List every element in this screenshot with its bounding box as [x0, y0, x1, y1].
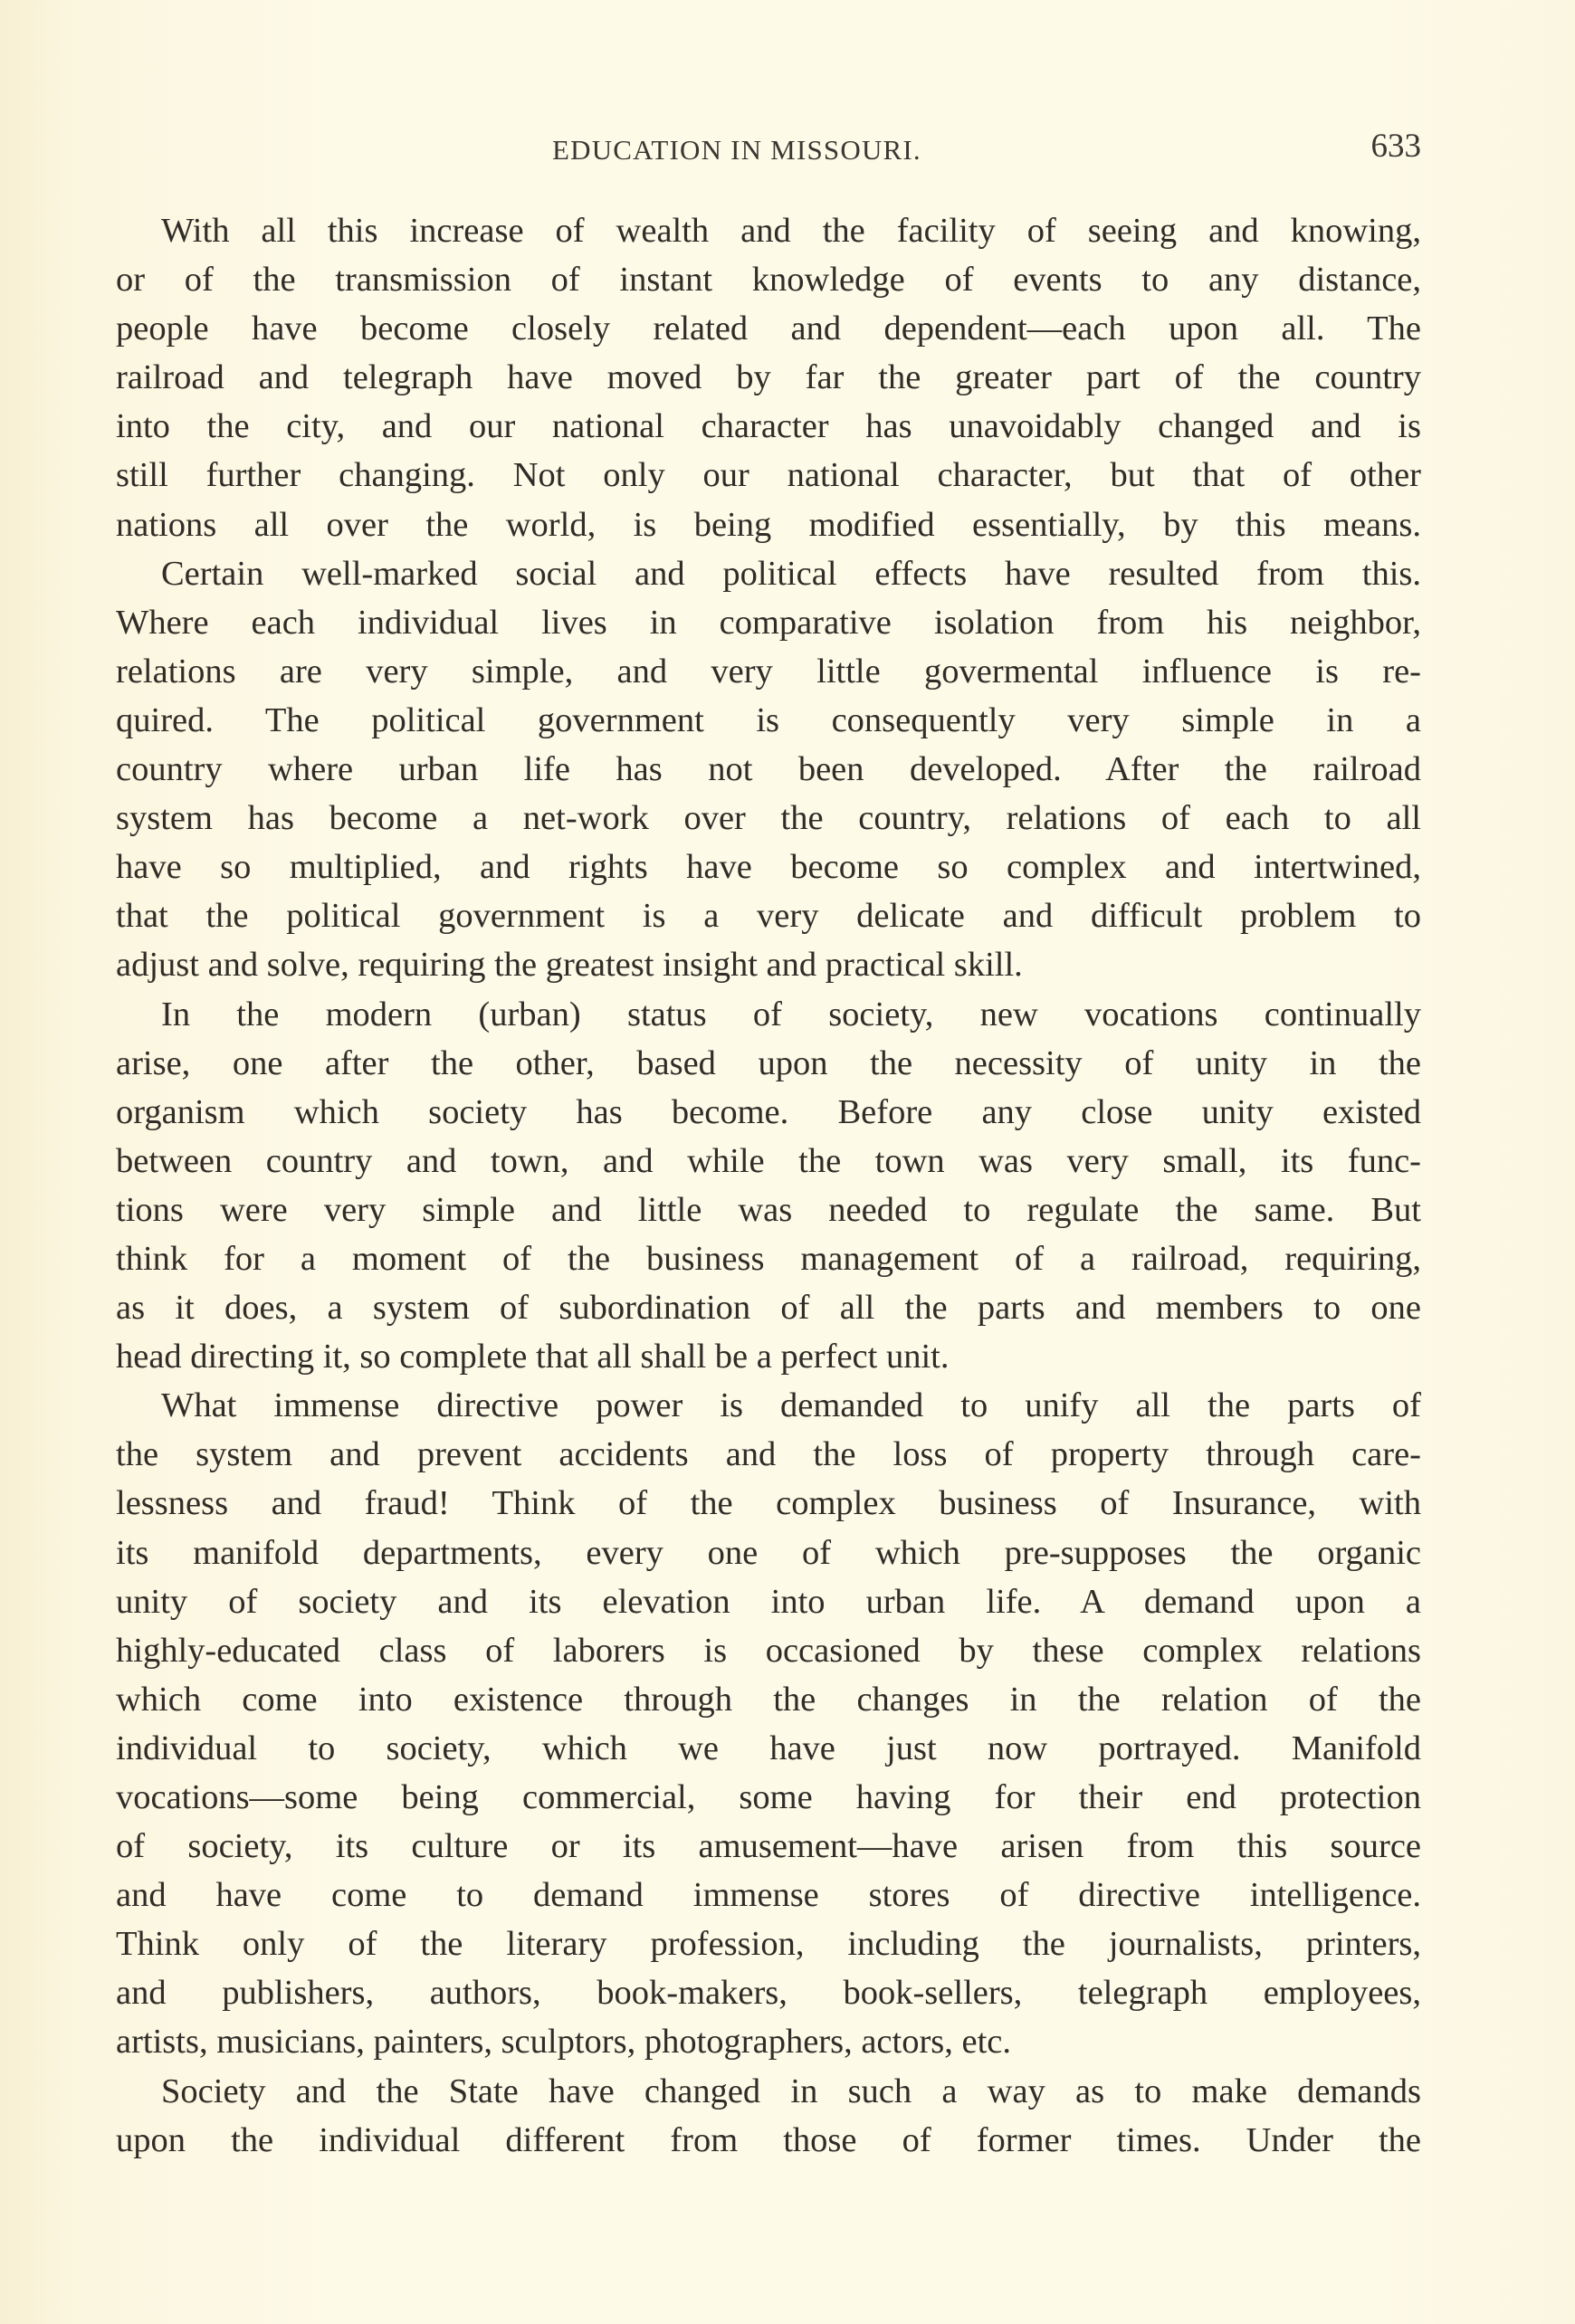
text-line: between country and town, and while the town was very small, its func-: [116, 1141, 1421, 1180]
text-line: still further changing. Not only our national character, but that of other: [116, 456, 1421, 495]
paragraph-2: [116, 549, 1421, 990]
paragraph-1: [116, 206, 1421, 549]
text-line: organism which society has become. Before any close unity existed: [116, 1092, 1421, 1131]
text-line: In the modern (urban) status of society, new vocations continually: [161, 995, 1421, 1033]
text-line: individual to society, which we have just now portrayed. Manifold: [116, 1729, 1421, 1767]
text-line: that the political government is a very delicate and difficult problem to: [116, 897, 1421, 936]
text-line: nations all over the world, is being modified essentially, by this means.: [116, 505, 1421, 544]
text-line: which come into existence through the changes in the relation of the: [116, 1680, 1421, 1719]
text-line: into the city, and our national character has unavoidably changed and is: [116, 407, 1421, 446]
text-line: unity of society and its elevation into urban life. A demand upon a: [116, 1582, 1421, 1621]
running-head: [116, 127, 1421, 167]
text-line: tions were very simple and little was needed to regulate the same. But: [116, 1190, 1421, 1229]
text-line: lessness and fraud! Think of the complex business of Insurance, with: [116, 1484, 1421, 1523]
paragraph-5: [116, 2067, 1421, 2165]
text-line: people have become closely related and dependent—each upon all. The: [116, 310, 1421, 348]
text-line: artists, musicians, painters, sculptors, photographers, actors, etc.: [116, 2023, 1012, 2062]
page-number: 633: [1370, 128, 1421, 165]
text-line: of society, its culture or its amusement—have arisen from this source: [116, 1827, 1421, 1866]
text-line: country where urban life has not been developed. After the railroad: [116, 750, 1421, 789]
paragraph-3: [116, 990, 1421, 1382]
text-line: Where each individual lives in comparative isolation from his neighbor,: [116, 603, 1421, 642]
text-line: system has become a net-work over the country, relations of each to all: [116, 799, 1421, 838]
text-line: as it does, a system of subordination of all the parts and members to one: [116, 1289, 1421, 1328]
text-line: head directing it, so complete that all shall be a perfect unit.: [116, 1338, 950, 1376]
text-line: relations are very simple, and very little govermental influence is re-: [116, 652, 1421, 691]
text-line: and have come to demand immense stores of directive intelligence.: [116, 1876, 1421, 1915]
text-line: adjust and solve, requiring the greatest insight and practical skill.: [116, 946, 1023, 985]
body-text: [116, 206, 1421, 2165]
paragraph-4: [116, 1381, 1421, 2066]
text-line: Society and the State have changed in such a way as to make demands: [161, 2072, 1421, 2110]
running-title: EDUCATION IN MISSOURI.: [552, 134, 921, 166]
text-line: quired. The political government is consequently very simple in a: [116, 700, 1421, 739]
text-line: think for a moment of the business management of a railroad, requiring,: [116, 1239, 1421, 1278]
text-line: vocations—some being commercial, some having for their end protection: [116, 1778, 1421, 1816]
text-line: What immense directive power is demanded to unify all the parts of: [161, 1386, 1421, 1425]
text-line: the system and prevent accidents and the loss of property through care-: [116, 1435, 1421, 1474]
text-line: highly-educated class of laborers is occasioned by these complex relations: [116, 1631, 1421, 1670]
text-line: upon the individual different from those of former times. Under the: [116, 2120, 1421, 2159]
text-line: With all this increase of wealth and the facility of seeing and knowing,: [161, 212, 1421, 250]
text-line: railroad and telegraph have moved by far the greater part of the country: [116, 358, 1421, 397]
text-line: its manifold departments, every one of which pre-supposes the organic: [116, 1533, 1421, 1572]
text-line: have so multiplied, and rights have become so complex and intertwined,: [116, 848, 1421, 887]
text-line: and publishers, authors, book-makers, book-sellers, telegraph employees,: [116, 1974, 1421, 2013]
text-line: Certain well-marked social and political effects have resulted from this.: [161, 554, 1421, 593]
text-line: or of the transmission of instant knowledge of events to any distance,: [116, 261, 1421, 300]
text-line: Think only of the literary profession, including the journalists, printers,: [116, 1925, 1421, 1964]
text-line: arise, one after the other, based upon the necessity of unity in the: [116, 1043, 1421, 1082]
